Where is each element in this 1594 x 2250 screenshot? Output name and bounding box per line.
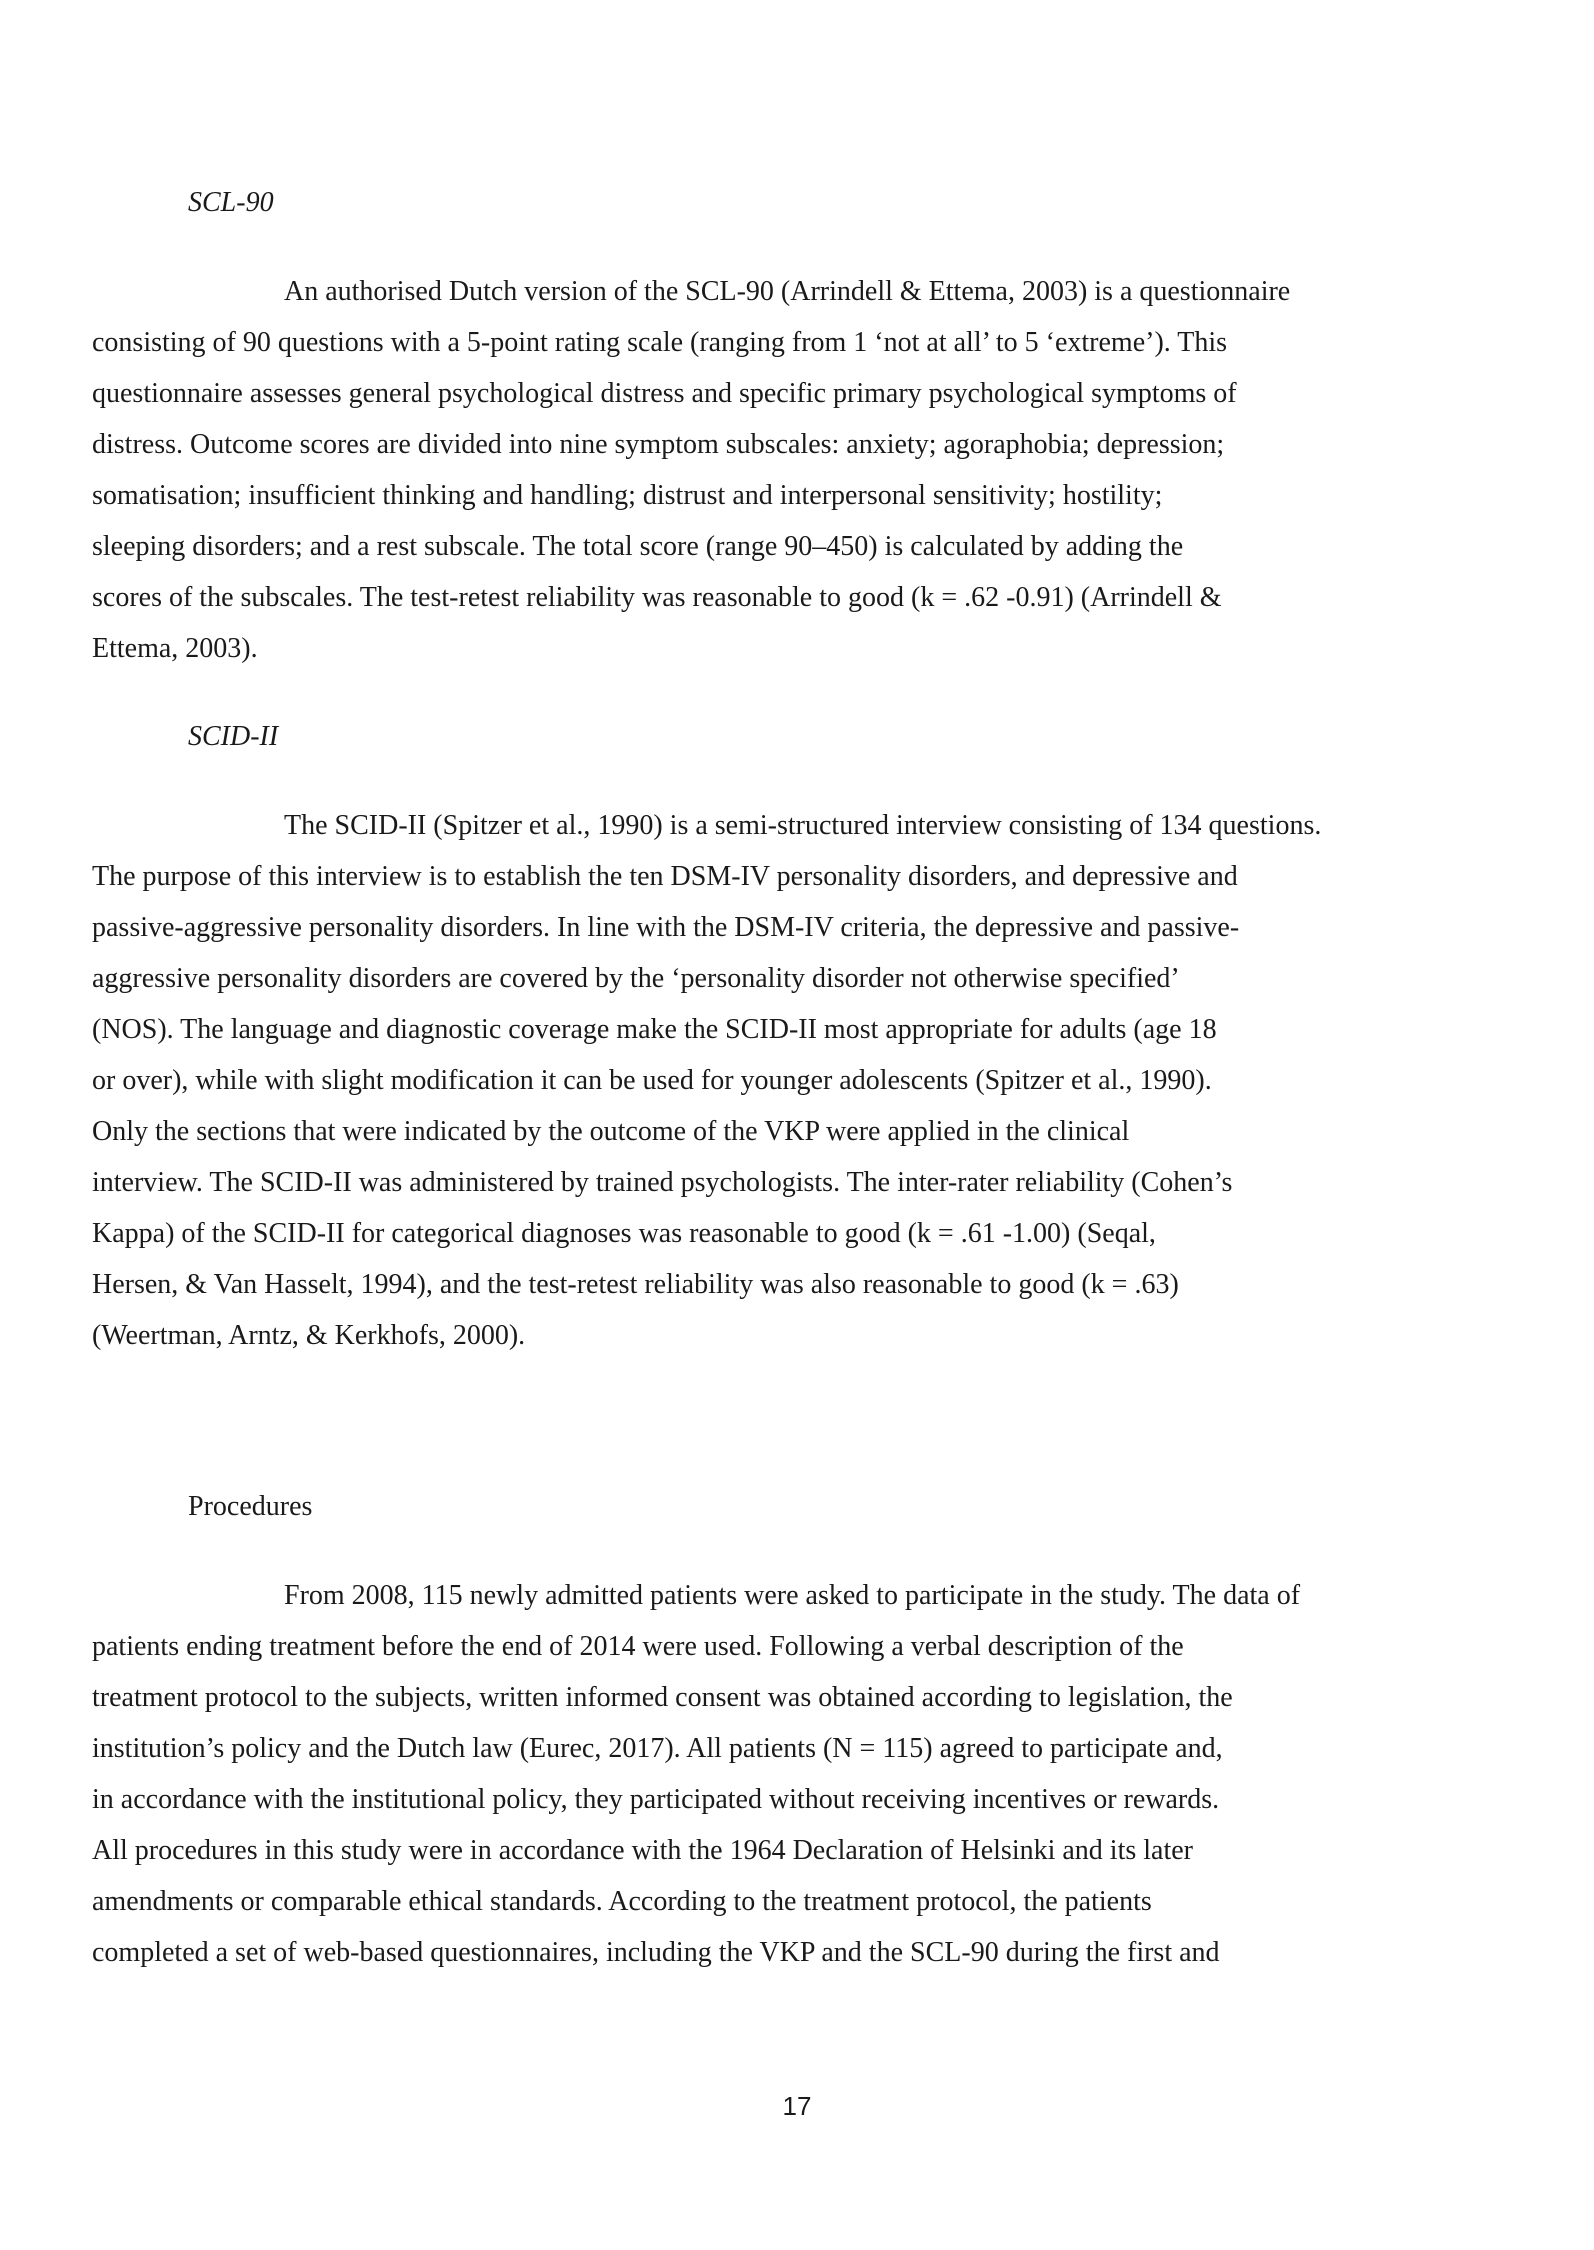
text-line: consisting of 90 questions with a 5-point rating scale (ranging from 1 ‘not at all’ to 5 ‘extreme’). This [92,327,1228,358]
section-scl90-body [92,266,1410,674]
text-line: (Weertman, Arntz, & Kerkhofs, 2000). [92,1320,526,1351]
section-scid2-body [92,800,1410,1361]
section-procedures-heading [188,1490,1410,1524]
section-heading: SCID-II [188,721,279,752]
text-line: The SCID-II (Spitzer et al., 1990) is a semi-structured interview consisting of 134 questions. [284,810,1322,841]
text-line: treatment protocol to the subjects, written informed consent was obtained according to legislation, the [92,1682,1233,1713]
paragraph [92,1570,1410,1978]
text-line: somatisation; insufficient thinking and handling; distrust and interpersonal sensitivity; hostility; [92,480,1163,511]
paragraph [92,266,1410,674]
text-line: in accordance with the institutional policy, they participated without receiving incentives or rewards. [92,1784,1220,1815]
text-line: patients ending treatment before the end of 2014 were used. Following a verbal description of the [92,1631,1184,1662]
text-line: completed a set of web-based questionnaires, including the VKP and the SCL-90 during the first and [92,1937,1220,1968]
page-number: 17 [782,2091,812,2121]
text-line: Hersen, & Van Hasselt, 1994), and the test-retest reliability was also reasonable to good (k = .63) [92,1269,1179,1300]
section-scl90-heading [188,186,1410,220]
section-scid2-heading [188,720,1410,754]
text-line: Only the sections that were indicated by the outcome of the VKP were applied in the clinical [92,1116,1130,1147]
text-line: or over), while with slight modification it can be used for younger adolescents (Spitzer et al., 1990). [92,1065,1212,1096]
text-line: distress. Outcome scores are divided into nine symptom subscales: anxiety; agoraphobia; depression; [92,429,1225,460]
text-line: From 2008, 115 newly admitted patients were asked to participate in the study. The data of [284,1580,1301,1611]
text-line: questionnaire assesses general psychological distress and specific primary psychological symptoms of [92,378,1237,409]
text-line: amendments or comparable ethical standards. According to the treatment protocol, the patients [92,1886,1152,1917]
text-line: interview. The SCID-II was administered by trained psychologists. The inter-rater reliability (Cohen’s [92,1167,1233,1198]
text-line: The purpose of this interview is to establish the ten DSM-IV personality disorders, and depressive and [92,861,1238,892]
text-line: Kappa) of the SCID-II for categorical diagnoses was reasonable to good (k = .61 -1.00) (Seqal, [92,1218,1156,1249]
paragraph [92,800,1410,1361]
text-line: scores of the subscales. The test-retest reliability was reasonable to good (k = .62 -0.91) (Arrindell & [92,582,1222,613]
text-line: Ettema, 2003). [92,633,258,664]
text-line: sleeping disorders; and a rest subscale. The total score (range 90–450) is calculated by adding the [92,531,1184,562]
text-line: institution’s policy and the Dutch law (Eurec, 2017). All patients (N = 115) agreed to participate and, [92,1733,1223,1764]
section-procedures-body [92,1570,1410,1978]
section-heading: Procedures [188,1491,313,1522]
text-line: (NOS). The language and diagnostic coverage make the SCID-II most appropriate for adults (age 18 [92,1014,1217,1045]
text-line: An authorised Dutch version of the SCL-90 (Arrindell & Ettema, 2003) is a questionnaire [284,276,1291,307]
text-line: passive-aggressive personality disorders. In line with the DSM-IV criteria, the depressive and passive- [92,912,1240,943]
text-line: aggressive personality disorders are covered by the ‘personality disorder not otherwise specified’ [92,963,1180,994]
section-heading: SCL-90 [188,187,274,218]
text-line: All procedures in this study were in accordance with the 1964 Declaration of Helsinki and its later [92,1835,1193,1866]
